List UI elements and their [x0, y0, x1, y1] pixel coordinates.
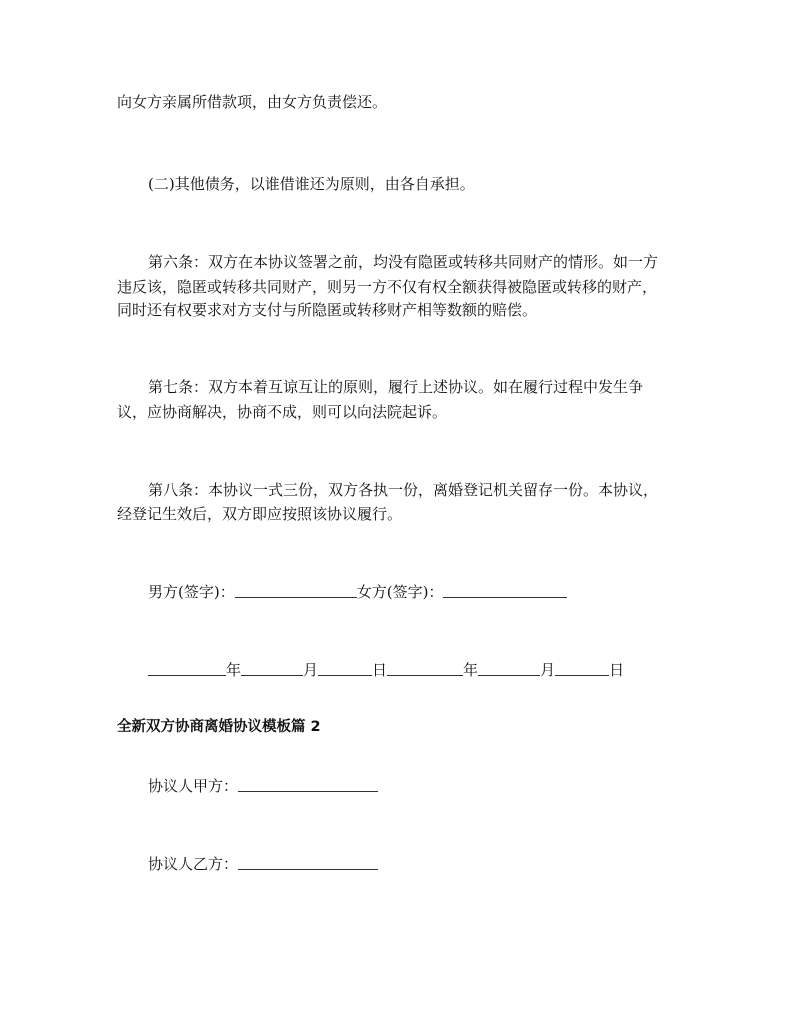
section-2-title: 全新双方协商离婚协议模板篇 2 — [117, 719, 321, 735]
female-year-blank[interactable] — [387, 661, 463, 676]
female-day-blank[interactable] — [555, 661, 609, 676]
male-month-label: 月 — [303, 661, 319, 679]
paragraph-debt-repayment: 向女方亲属所借款项，由女方负责偿还。 — [117, 93, 388, 111]
article-6-line-2: 违反该，隐匿或转移共同财产，则另一方不仅有权全额获得被隐匿或转移的财产， — [117, 278, 658, 296]
male-day-blank[interactable] — [318, 661, 372, 676]
female-signature-blank[interactable] — [443, 583, 567, 598]
male-year-blank[interactable] — [148, 661, 226, 676]
article-7-line-2: 议，应协商解决，协商不成，则可以向法院起诉。 — [117, 403, 448, 421]
signature-row — [148, 582, 567, 602]
article-8-line-1: 第八条：本协议一式三份，双方各执一份，离婚登记机关留存一份。本协议， — [148, 481, 659, 499]
male-month-blank[interactable] — [241, 661, 303, 676]
male-day-label: 日 — [372, 661, 388, 679]
female-signature-label: 女方(签字)： — [356, 583, 444, 601]
male-signature-blank[interactable] — [235, 583, 357, 598]
party-b-label: 协议人乙方： — [148, 855, 239, 873]
article-8-line-2: 经登记生效后，双方即应按照该协议履行。 — [117, 505, 403, 523]
female-month-label: 月 — [540, 661, 556, 679]
article-6-line-3: 同时还有权要求对方支付与所隐匿或转移财产相等数额的赔偿。 — [117, 301, 538, 319]
party-b-row — [148, 854, 378, 874]
party-a-row — [148, 776, 378, 796]
party-b-blank[interactable] — [238, 855, 378, 870]
party-a-blank[interactable] — [238, 777, 378, 792]
female-month-blank[interactable] — [478, 661, 540, 676]
article-6-line-1: 第六条：双方在本协议签署之前，均没有隐匿或转移共同财产的情形。如一方 — [148, 253, 659, 271]
date-row — [148, 660, 624, 680]
party-a-label: 协议人甲方： — [148, 777, 239, 795]
female-year-label: 年 — [463, 661, 479, 679]
male-year-label: 年 — [226, 661, 242, 679]
female-day-label: 日 — [609, 661, 625, 679]
article-7-line-1: 第七条：双方本着互谅互让的原则，履行上述协议。如在履行过程中发生争 — [148, 378, 644, 396]
male-signature-label: 男方(签字)： — [148, 583, 235, 601]
paragraph-other-debts: (二)其他债务，以谁借谁还为原则，由各自承担。 — [148, 175, 475, 193]
